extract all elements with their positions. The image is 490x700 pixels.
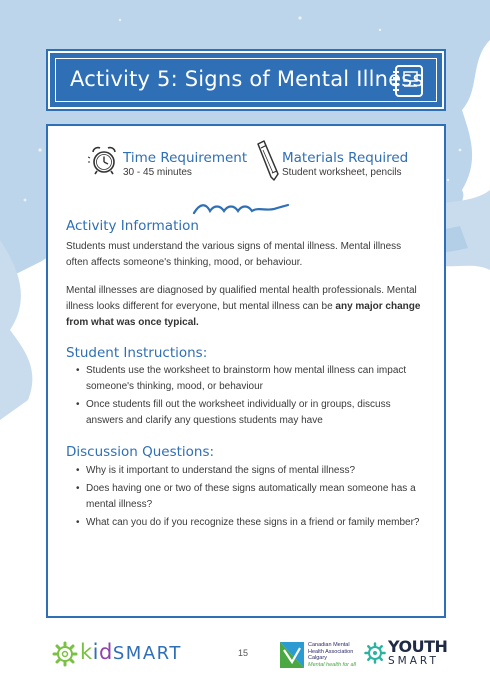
kidsmart-wordmark: kidSMART: [80, 640, 182, 664]
student-instructions-list: [76, 363, 426, 431]
cmha-logo-icon: [278, 640, 306, 670]
activity-info-paragraph-2: [66, 283, 422, 331]
discussion-questions-heading: Discussion Questions:: [66, 444, 215, 460]
list-item: • Does having one or two of these signs automatically mean someone has a mental illness?: [76, 481, 426, 513]
student-instructions-heading: Student Instructions:: [66, 345, 208, 361]
materials-required-heading: Materials Required: [282, 150, 409, 166]
list-item: • What can you do if you recognize these signs in a friend or family member?: [76, 515, 426, 531]
activity-info-paragraph-2-text: Mental illnesses are diagnosed by qualified mental health professionals. Mental illness looks different for everyone, but mental illness can be: [66, 285, 417, 312]
page-number: 15: [238, 648, 249, 658]
discussion-questions-list: [76, 463, 426, 533]
squiggle-divider: [192, 201, 290, 217]
pencil-icon: [254, 140, 280, 182]
youthsmart-wordmark: YOUTH SMART: [388, 637, 448, 667]
gear-icon: [364, 642, 386, 664]
list-item: • Students use the worksheet to brainstorm how mental illness can impact someone's thinking, mood, or behaviour: [76, 363, 426, 395]
notebook-icon: [388, 61, 428, 101]
list-item: • Why is it important to understand the signs of mental illness?: [76, 463, 426, 479]
page-title: Activity 5: Signs of Mental Illness: [70, 67, 424, 91]
list-item: • Once students fill out the worksheet individually or in groups, discuss answers and clarify any questions students may have: [76, 397, 426, 429]
alarm-clock-icon: [88, 144, 120, 176]
materials-required-value: Student worksheet, pencils: [282, 167, 402, 178]
activity-info-heading: Activity Information: [66, 218, 199, 234]
cmha-text: Canadian Mental Health Association Calgary Mental health for all: [308, 642, 356, 668]
gear-icon: [52, 641, 78, 667]
time-requirement-heading: Time Requirement: [123, 150, 248, 166]
title-banner: [48, 51, 444, 109]
activity-info-paragraph-1: Students must understand the various signs of mental illness. Mental illness often affects someone's thinking, mood, or behaviour.: [66, 241, 402, 268]
kidsmart-logo: [52, 638, 202, 670]
time-requirement-value: 30 - 45 minutes: [123, 167, 192, 178]
activity-info-paragraph-2-bold: any major change from what was once typical.: [66, 301, 421, 328]
